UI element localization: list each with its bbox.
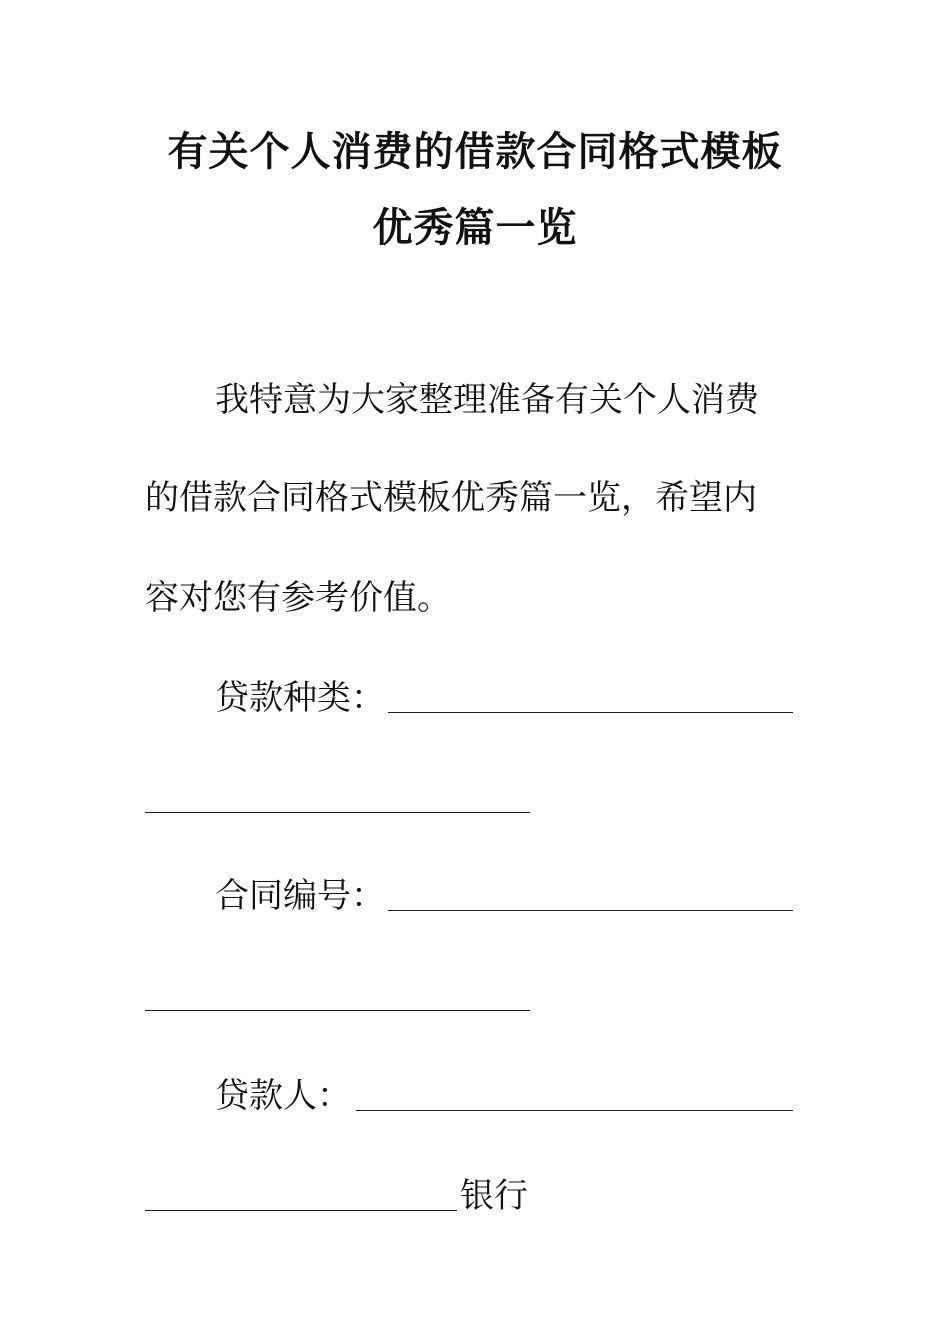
bank-suffix: 银行 (460, 1176, 528, 1216)
loan-type-label: 贷款种类： (215, 678, 385, 718)
lender-blank-line-2 (145, 1210, 457, 1211)
intro-line-2: 的借款合同格式模板优秀篇一览，希望内 (145, 478, 757, 518)
lender-blank-line-1 (356, 1110, 793, 1111)
intro-line-3: 容对您有参考价值。 (145, 578, 451, 618)
contract-number-blank-line-2 (145, 1010, 530, 1011)
contract-number-label: 合同编号： (215, 876, 385, 916)
loan-type-blank-line-1 (388, 712, 793, 713)
lender-label: 贷款人： (215, 1076, 351, 1116)
document-title-line-1: 有关个人消费的借款合同格式模板 (167, 128, 783, 175)
intro-line-1: 我特意为大家整理准备有关个人消费 (215, 380, 759, 420)
contract-number-blank-line-1 (388, 910, 793, 911)
document-title-line-2: 优秀篇一览 (372, 204, 578, 251)
loan-type-blank-line-2 (145, 812, 530, 813)
